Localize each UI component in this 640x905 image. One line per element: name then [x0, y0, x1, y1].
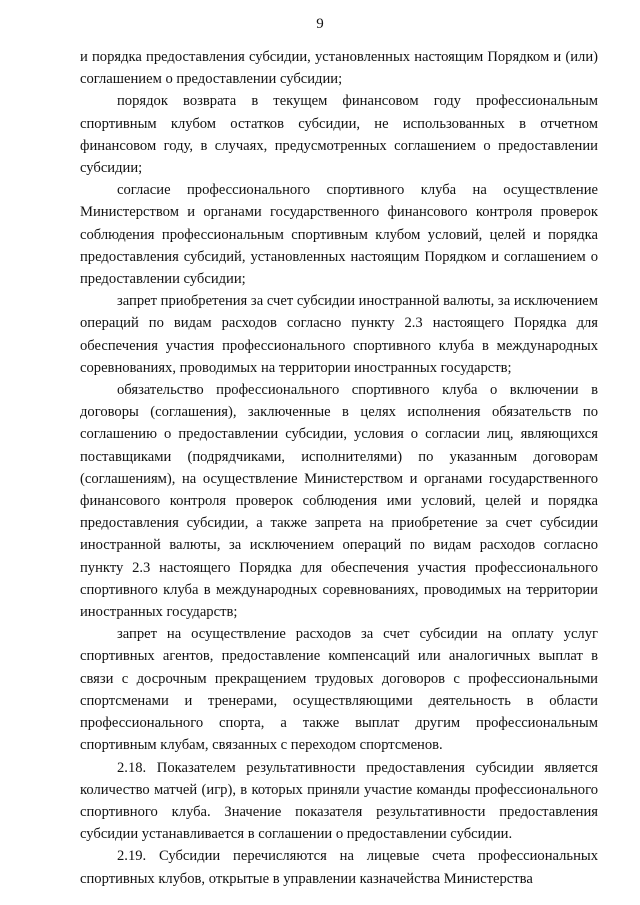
paragraph-contract-obligation: обязательство профессионального спортивного клуба о включении в договоры (соглашения), заключенные в целях исполнения обязательств по соглашению о предоставлении субсидии, условия о согласии лиц, являющихся поставщиками (подрядчиками, исполнителями) по указанным договорам (соглашениям), на осуществление Министерством и органами государственного финансового контроля проверок соблюдения ими условий, целей и порядка предоставления субсидии, а также запрета на приобретение за счет субсидии иностранной валюты, за исключением операций по видам расходов согласно пункту 2.3 настоящего Порядка для обеспечения участия профессионального спортивного клуба в международных соревнованиях, проводимых на территории иностранных государств; — [80, 382, 598, 621]
paragraph-section-2-18: 2.18. Показателем результативности предоставления субсидии является количество матчей (игр), в которых приняли участие команды профессионального спортивного клуба. Значение показателя результативности предоставления субсидии устанавливается в соглашении о предоставлении субсидии. — [80, 759, 598, 843]
paragraph-consent-to-audit: согласие профессионального спортивного клуба на осуществление Министерством и органами государственного финансового контроля проверок соблюдения профессиональным спортивным клубом условий, целей и порядка предоставления субсидий, установленных настоящим Порядком и соглашением о предоставлении субсидии; — [80, 182, 598, 288]
paragraph-continuation: и порядка предоставления субсидии, установленных настоящим Порядком и (или) соглашением о предоставлении субсидии; — [80, 49, 598, 88]
paragraph-currency-ban: запрет приобретения за счет субсидии иностранной валюты, за исключением операций по видам расходов согласно пункту 2.3 настоящего Порядка для обеспечения участия профессионального спортивного клуба в международных соревнованиях, проводимых на территории иностранных государств; — [80, 293, 598, 376]
page-number: 9 — [316, 16, 324, 32]
page-body — [80, 46, 598, 890]
paragraph-section-2-19: 2.19. Субсидии перечисляются на лицевые счета профессиональных спортивных клубов, открытые в управлении казначейства Министерства — [80, 848, 598, 887]
paragraph-refund-procedure: порядок возврата в текущем финансовом году профессиональным спортивным клубом остатков субсидии, не использованных в отчетном финансовом году, в случаях, предусмотренных соглашением о предоставлении субсидии; — [80, 93, 598, 177]
paragraph-agent-payment-ban: запрет на осуществление расходов за счет субсидии на оплату услуг спортивных агентов, предоставление компенсаций или аналогичных выплат в связи с досрочным прекращением трудовых договоров с профессиональными спортсменами и тренерами, осуществляющими деятельность в области профессионального спорта, а также выплат другим профессиональным спортивным клубам, связанных с переходом спортсменов. — [80, 626, 598, 754]
